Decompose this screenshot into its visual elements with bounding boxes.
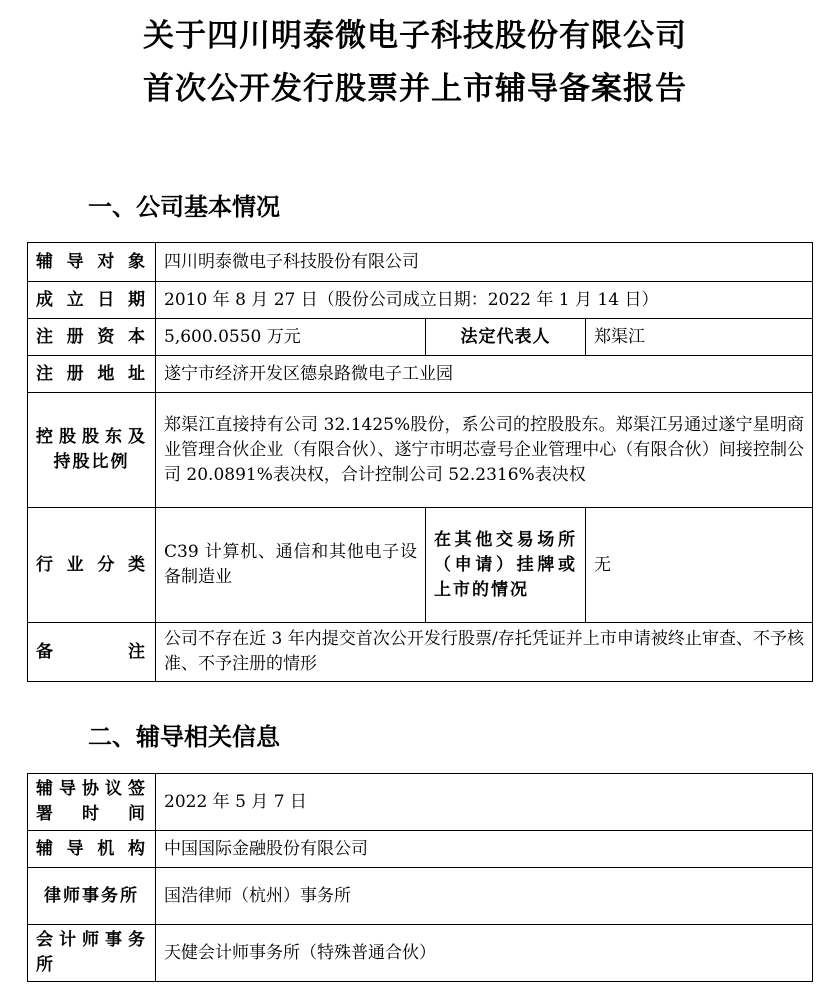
table-row-law-firm bbox=[28, 868, 813, 925]
company-basic-info-table bbox=[27, 242, 813, 682]
address-value: 遂宁市经济开发区德泉路微电子工业园 bbox=[156, 356, 813, 393]
table-row-target bbox=[28, 243, 813, 282]
founded-value: 2010 年 8 月 27 日（股份公司成立日期：2022 年 1 月 14 日） bbox=[156, 282, 813, 319]
table-row-institution bbox=[28, 831, 813, 868]
industry-value: C39 计算机、通信和其他电子设备制造业 bbox=[156, 508, 426, 623]
section2-heading: 二、辅导相关信息 bbox=[88, 723, 280, 751]
tutoring-info-table bbox=[27, 773, 813, 982]
table-row-accounting-firm bbox=[28, 925, 813, 982]
remark-value: 公司不存在近 3 年内提交首次公开发行股票/存托凭证并上市申请被终止审查、不予核准、不予注册的情形 bbox=[156, 623, 813, 682]
other-listing-value: 无 bbox=[586, 508, 813, 623]
legal-rep-label: 法定代表人 bbox=[426, 319, 586, 356]
report-title-line1: 关于四川明泰微电子科技股份有限公司 bbox=[143, 18, 687, 54]
remark-label: 备注 bbox=[28, 623, 156, 682]
section1-heading: 一、公司基本情况 bbox=[88, 193, 280, 221]
address-label: 注册地址 bbox=[28, 356, 156, 393]
legal-rep-value: 郑渠江 bbox=[586, 319, 813, 356]
table-row-capital bbox=[28, 319, 813, 356]
table-row-controller bbox=[28, 393, 813, 508]
institution-value: 中国国际金融股份有限公司 bbox=[156, 831, 813, 868]
agreement-date-label: 辅导协议签署时间 bbox=[28, 774, 156, 831]
table-row-founded bbox=[28, 282, 813, 319]
industry-label: 行业分类 bbox=[28, 508, 156, 623]
table-row-agreement-date bbox=[28, 774, 813, 831]
accounting-firm-value: 天健会计师事务所（特殊普通合伙） bbox=[156, 925, 813, 982]
target-label: 辅导对象 bbox=[28, 243, 156, 282]
target-value: 四川明泰微电子科技股份有限公司 bbox=[156, 243, 813, 282]
law-firm-value: 国浩律师（杭州）事务所 bbox=[156, 868, 813, 925]
table-row-address bbox=[28, 356, 813, 393]
capital-label: 注册资本 bbox=[28, 319, 156, 356]
report-title-line2: 首次公开发行股票并上市辅导备案报告 bbox=[143, 71, 687, 107]
controller-value: 郑渠江直接持有公司 32.1425%股份，系公司的控股股东。郑渠江另通过遂宁星明商业管理合伙企业（有限合伙）、遂宁市明芯壹号企业管理中心（有限合伙）间接控制公司 20.0891%表决权，合计控制公司 52.2316%表决权 bbox=[156, 393, 813, 508]
controller-label: 控股股东及持股比例 bbox=[28, 393, 156, 508]
other-listing-label: 在其他交易场所（申请）挂牌或上市的情况 bbox=[426, 508, 586, 623]
law-firm-label: 律师事务所 bbox=[28, 868, 156, 925]
table-row-industry bbox=[28, 508, 813, 623]
table-row-remark bbox=[28, 623, 813, 682]
founded-label: 成立日期 bbox=[28, 282, 156, 319]
accounting-firm-label: 会计师事务所 bbox=[28, 925, 156, 982]
institution-label: 辅导机构 bbox=[28, 831, 156, 868]
agreement-date-value: 2022 年 5 月 7 日 bbox=[156, 774, 813, 831]
capital-value: 5,600.0550 万元 bbox=[156, 319, 426, 356]
